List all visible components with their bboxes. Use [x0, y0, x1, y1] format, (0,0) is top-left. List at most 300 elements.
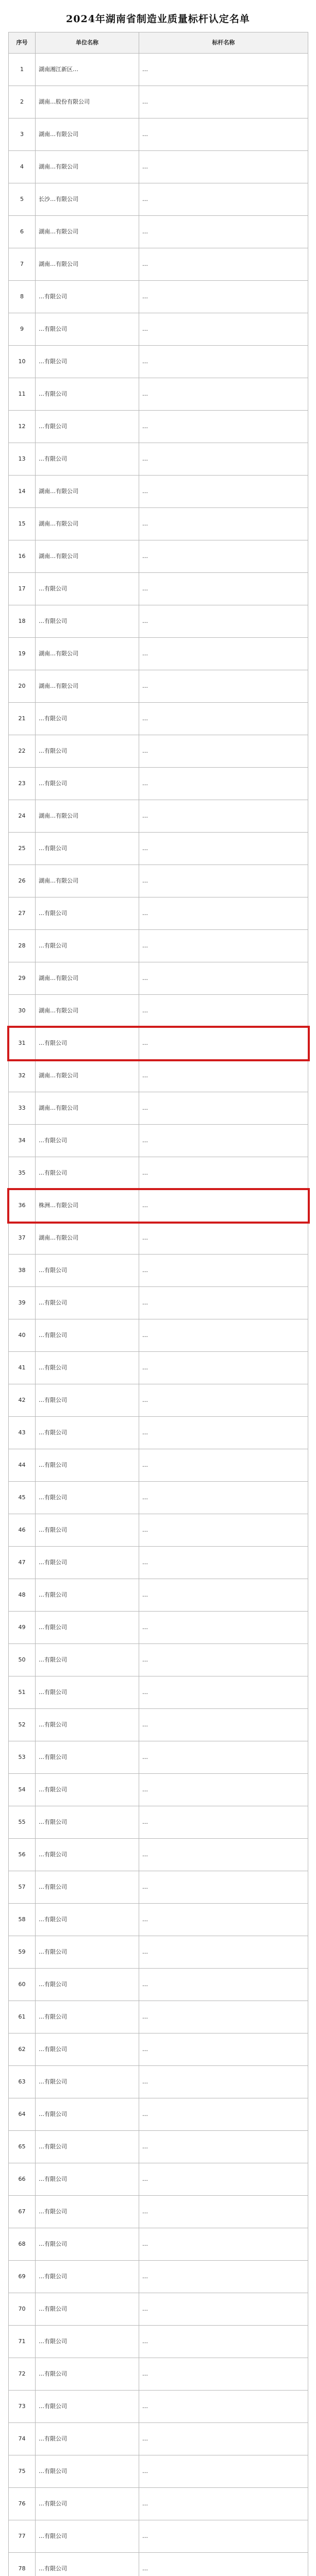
company-name-cell: …有限公司	[36, 443, 139, 476]
table-row	[9, 768, 308, 800]
row-number-cell: 60	[9, 1969, 36, 2001]
company-name-cell: …有限公司	[36, 1384, 139, 1417]
table-row	[9, 2163, 308, 2196]
row-number-cell: 72	[9, 2358, 36, 2391]
company-name-cell: …有限公司	[36, 2553, 139, 2576]
table-row	[9, 2098, 308, 2131]
table-row	[9, 2391, 308, 2423]
row-number-cell: 67	[9, 2196, 36, 2228]
row-number-cell: 32	[9, 1060, 36, 1092]
benchmark-name-cell: …	[139, 1904, 308, 1936]
company-name-cell: …有限公司	[36, 1709, 139, 1741]
row-number-cell: 23	[9, 768, 36, 800]
row-number-cell: 7	[9, 248, 36, 281]
table-row	[9, 1904, 308, 1936]
table-row	[9, 2261, 308, 2293]
row-number-cell: 66	[9, 2163, 36, 2196]
table-row	[9, 378, 308, 411]
table-row	[9, 1644, 308, 1676]
row-number-cell: 54	[9, 1774, 36, 1806]
table-row	[9, 2520, 308, 2553]
benchmark-name-cell: …	[139, 2196, 308, 2228]
benchmark-name-cell: …	[139, 2261, 308, 2293]
company-name-cell: …有限公司	[36, 897, 139, 930]
table-row	[9, 86, 308, 118]
row-number-cell: 14	[9, 476, 36, 508]
benchmark-name-cell: …	[139, 2553, 308, 2576]
table-row	[9, 2033, 308, 2066]
row-number-cell: 33	[9, 1092, 36, 1125]
benchmark-name-cell: …	[139, 1027, 308, 1060]
table-row	[9, 995, 308, 1027]
company-name-cell: …有限公司	[36, 1806, 139, 1839]
row-number-cell: 64	[9, 2098, 36, 2131]
table-row	[9, 833, 308, 865]
table-row	[9, 443, 308, 476]
row-number-cell: 30	[9, 995, 36, 1027]
row-number-cell: 58	[9, 1904, 36, 1936]
row-number-cell: 53	[9, 1741, 36, 1774]
row-number-cell: 1	[9, 54, 36, 86]
benchmark-name-cell: …	[139, 1417, 308, 1449]
row-number-cell: 5	[9, 183, 36, 216]
benchmark-name-cell: …	[139, 248, 308, 281]
table-row	[9, 1190, 308, 1222]
table-row	[9, 1352, 308, 1384]
company-name-cell: …有限公司	[36, 1352, 139, 1384]
header-num: 序号	[9, 32, 36, 54]
benchmark-name-cell: …	[139, 1222, 308, 1255]
row-number-cell: 3	[9, 118, 36, 151]
company-name-cell: …有限公司	[36, 2001, 139, 2033]
table-row	[9, 670, 308, 703]
row-number-cell: 15	[9, 508, 36, 540]
table-row	[9, 1027, 308, 1060]
company-name-cell: …有限公司	[36, 1027, 139, 1060]
row-number-cell: 19	[9, 638, 36, 670]
benchmark-name-cell: …	[139, 2520, 308, 2553]
benchmark-name-cell: …	[139, 1352, 308, 1384]
table-row	[9, 1676, 308, 1709]
benchmark-name-cell: …	[139, 1579, 308, 1612]
benchmark-name-cell: …	[139, 216, 308, 248]
row-number-cell: 35	[9, 1157, 36, 1190]
row-number-cell: 70	[9, 2293, 36, 2326]
table-row	[9, 1255, 308, 1287]
benchmark-name-cell: …	[139, 2423, 308, 2455]
benchmark-name-cell: …	[139, 2098, 308, 2131]
company-name-cell: 株洲…有限公司	[36, 1190, 139, 1222]
page-title: 2024年湖南省制造业质量标杆认定名单	[66, 13, 250, 25]
company-name-cell: 湖南…有限公司	[36, 1060, 139, 1092]
benchmark-name-cell: …	[139, 118, 308, 151]
company-name-cell: …有限公司	[36, 2228, 139, 2261]
table-row	[9, 54, 308, 86]
benchmark-name-cell: …	[139, 2066, 308, 2098]
company-name-cell: …有限公司	[36, 1676, 139, 1709]
company-name-cell: …有限公司	[36, 2488, 139, 2520]
benchmark-name-cell: …	[139, 638, 308, 670]
benchmark-name-cell: …	[139, 313, 308, 346]
benchmark-name-cell: …	[139, 378, 308, 411]
row-number-cell: 77	[9, 2520, 36, 2553]
row-number-cell: 75	[9, 2455, 36, 2488]
company-name-cell: …有限公司	[36, 346, 139, 378]
company-name-cell: …有限公司	[36, 1871, 139, 1904]
benchmark-name-cell: …	[139, 703, 308, 735]
table-row	[9, 1547, 308, 1579]
row-number-cell: 24	[9, 800, 36, 833]
table-row	[9, 735, 308, 768]
row-number-cell: 56	[9, 1839, 36, 1871]
table-row	[9, 508, 308, 540]
row-number-cell: 37	[9, 1222, 36, 1255]
row-number-cell: 42	[9, 1384, 36, 1417]
company-name-cell: …有限公司	[36, 2391, 139, 2423]
benchmark-name-cell: …	[139, 1449, 308, 1482]
benchmark-name-cell: …	[139, 2131, 308, 2163]
company-name-cell: …有限公司	[36, 378, 139, 411]
company-name-cell: 湖南…有限公司	[36, 638, 139, 670]
table-row	[9, 313, 308, 346]
benchmark-name-cell: …	[139, 1190, 308, 1222]
row-number-cell: 61	[9, 2001, 36, 2033]
row-number-cell: 26	[9, 865, 36, 897]
row-number-cell: 36	[9, 1190, 36, 1222]
table-row	[9, 2293, 308, 2326]
table-row	[9, 1287, 308, 1319]
row-number-cell: 74	[9, 2423, 36, 2455]
company-name-cell: …有限公司	[36, 1417, 139, 1449]
table-row	[9, 411, 308, 443]
table-row	[9, 2131, 308, 2163]
benchmark-name-cell: …	[139, 2001, 308, 2033]
table-row	[9, 2228, 308, 2261]
row-number-cell: 48	[9, 1579, 36, 1612]
row-number-cell: 29	[9, 962, 36, 995]
company-name-cell: …有限公司	[36, 1741, 139, 1774]
company-name-cell: …有限公司	[36, 1839, 139, 1871]
company-name-cell: …有限公司	[36, 1449, 139, 1482]
row-number-cell: 71	[9, 2326, 36, 2358]
company-name-cell: 湖南…有限公司	[36, 476, 139, 508]
company-name-cell: …有限公司	[36, 2293, 139, 2326]
company-name-cell: …有限公司	[36, 1319, 139, 1352]
row-number-cell: 28	[9, 930, 36, 962]
table-body	[9, 54, 308, 2576]
company-name-cell: 湖南…有限公司	[36, 1092, 139, 1125]
benchmark-name-cell: …	[139, 2293, 308, 2326]
row-number-cell: 18	[9, 605, 36, 638]
company-name-cell: …有限公司	[36, 1255, 139, 1287]
row-number-cell: 21	[9, 703, 36, 735]
table-row	[9, 2488, 308, 2520]
benchmark-name-cell: …	[139, 183, 308, 216]
company-name-cell: 湖南…有限公司	[36, 1222, 139, 1255]
company-name-cell: …有限公司	[36, 281, 139, 313]
benchmark-name-cell: …	[139, 411, 308, 443]
benchmark-name-cell: …	[139, 1969, 308, 2001]
benchmark-name-cell: …	[139, 1125, 308, 1157]
company-name-cell: 湖南…有限公司	[36, 540, 139, 573]
row-number-cell: 51	[9, 1676, 36, 1709]
benchmark-name-cell: …	[139, 865, 308, 897]
benchmark-name-cell: …	[139, 1774, 308, 1806]
benchmark-name-cell: …	[139, 2163, 308, 2196]
table-row	[9, 540, 308, 573]
row-number-cell: 55	[9, 1806, 36, 1839]
row-number-cell: 20	[9, 670, 36, 703]
company-name-cell: 湖南…股份有限公司	[36, 86, 139, 118]
row-number-cell: 78	[9, 2553, 36, 2576]
benchmark-name-cell: …	[139, 1741, 308, 1774]
company-name-cell: …有限公司	[36, 2326, 139, 2358]
row-number-cell: 34	[9, 1125, 36, 1157]
row-number-cell: 4	[9, 151, 36, 183]
company-name-cell: …有限公司	[36, 573, 139, 605]
benchmark-name-cell: …	[139, 1676, 308, 1709]
benchmark-name-cell: …	[139, 962, 308, 995]
benchmark-name-cell: …	[139, 2033, 308, 2066]
row-number-cell: 22	[9, 735, 36, 768]
row-number-cell: 46	[9, 1514, 36, 1547]
table-row	[9, 2358, 308, 2391]
benchmark-name-cell: …	[139, 1839, 308, 1871]
table-row	[9, 605, 308, 638]
company-name-cell: …有限公司	[36, 2520, 139, 2553]
row-number-cell: 52	[9, 1709, 36, 1741]
benchmark-name-cell: …	[139, 2455, 308, 2488]
table-row	[9, 2423, 308, 2455]
company-name-cell: 湖南…有限公司	[36, 118, 139, 151]
benchmark-name-cell: …	[139, 2326, 308, 2358]
benchmark-name-cell: …	[139, 1060, 308, 1092]
benchmark-name-cell: …	[139, 2228, 308, 2261]
row-number-cell: 9	[9, 313, 36, 346]
benchmark-name-cell: …	[139, 735, 308, 768]
table-row	[9, 1741, 308, 1774]
header-item: 标杆名称	[139, 32, 308, 54]
benchmark-name-cell: …	[139, 2488, 308, 2520]
company-name-cell: …有限公司	[36, 2163, 139, 2196]
row-number-cell: 76	[9, 2488, 36, 2520]
row-number-cell: 31	[9, 1027, 36, 1060]
company-name-cell: …有限公司	[36, 2358, 139, 2391]
row-number-cell: 11	[9, 378, 36, 411]
company-name-cell: 湖南…有限公司	[36, 670, 139, 703]
company-name-cell: …有限公司	[36, 1547, 139, 1579]
benchmark-name-cell: …	[139, 1319, 308, 1352]
company-name-cell: 湖南…有限公司	[36, 865, 139, 897]
benchmark-name-cell: …	[139, 281, 308, 313]
row-number-cell: 8	[9, 281, 36, 313]
company-name-cell: 湖南…有限公司	[36, 216, 139, 248]
benchmark-name-cell: …	[139, 800, 308, 833]
company-name-cell: 湖南…有限公司	[36, 248, 139, 281]
row-number-cell: 62	[9, 2033, 36, 2066]
company-name-cell: 湖南湘江新区…	[36, 54, 139, 86]
benchmark-name-cell: …	[139, 346, 308, 378]
row-number-cell: 73	[9, 2391, 36, 2423]
table-row	[9, 216, 308, 248]
benchmark-name-cell: …	[139, 1871, 308, 1904]
table-row	[9, 1579, 308, 1612]
table-row	[9, 346, 308, 378]
table-row	[9, 1839, 308, 1871]
benchmark-name-cell: …	[139, 151, 308, 183]
table-row	[9, 2553, 308, 2576]
table-row	[9, 118, 308, 151]
row-number-cell: 6	[9, 216, 36, 248]
benchmark-name-cell: …	[139, 1157, 308, 1190]
company-name-cell: …有限公司	[36, 1125, 139, 1157]
benchmark-name-cell: …	[139, 476, 308, 508]
company-name-cell: …有限公司	[36, 735, 139, 768]
company-name-cell: 湖南…有限公司	[36, 800, 139, 833]
row-number-cell: 44	[9, 1449, 36, 1482]
row-number-cell: 65	[9, 2131, 36, 2163]
table-row	[9, 897, 308, 930]
company-name-cell: …有限公司	[36, 2131, 139, 2163]
row-number-cell: 40	[9, 1319, 36, 1352]
benchmark-name-cell: …	[139, 1287, 308, 1319]
row-number-cell: 63	[9, 2066, 36, 2098]
table-row	[9, 930, 308, 962]
company-name-cell: …有限公司	[36, 1482, 139, 1514]
company-name-cell: …有限公司	[36, 2423, 139, 2455]
row-number-cell: 47	[9, 1547, 36, 1579]
row-number-cell: 43	[9, 1417, 36, 1449]
table-row	[9, 1709, 308, 1741]
company-name-cell: …有限公司	[36, 1969, 139, 2001]
table-row	[9, 1060, 308, 1092]
table-row	[9, 1092, 308, 1125]
table-row	[9, 1612, 308, 1644]
benchmark-name-cell: …	[139, 833, 308, 865]
benchmark-name-cell: …	[139, 86, 308, 118]
company-name-cell: …有限公司	[36, 2196, 139, 2228]
table-row	[9, 1871, 308, 1904]
company-name-cell: 长沙…有限公司	[36, 183, 139, 216]
benchmark-name-cell: …	[139, 670, 308, 703]
company-name-cell: …有限公司	[36, 1774, 139, 1806]
benchmark-name-cell: …	[139, 2358, 308, 2391]
benchmark-name-cell: …	[139, 54, 308, 86]
row-number-cell: 49	[9, 1612, 36, 1644]
company-name-cell: …有限公司	[36, 1612, 139, 1644]
table-row	[9, 1806, 308, 1839]
table-row	[9, 1969, 308, 2001]
company-name-cell: …有限公司	[36, 2455, 139, 2488]
company-name-cell: …有限公司	[36, 1157, 139, 1190]
table-row	[9, 800, 308, 833]
benchmark-name-cell: …	[139, 1092, 308, 1125]
company-name-cell: 湖南…有限公司	[36, 962, 139, 995]
row-number-cell: 41	[9, 1352, 36, 1384]
company-name-cell: …有限公司	[36, 2261, 139, 2293]
company-name-cell: …有限公司	[36, 2066, 139, 2098]
row-number-cell: 69	[9, 2261, 36, 2293]
row-number-cell: 45	[9, 1482, 36, 1514]
benchmark-name-cell: …	[139, 1806, 308, 1839]
company-name-cell: …有限公司	[36, 1287, 139, 1319]
table-row	[9, 151, 308, 183]
benchmark-table	[8, 32, 308, 2576]
row-number-cell: 59	[9, 1936, 36, 1969]
company-name-cell: …有限公司	[36, 2098, 139, 2131]
row-number-cell: 17	[9, 573, 36, 605]
table-row	[9, 2326, 308, 2358]
benchmark-name-cell: …	[139, 897, 308, 930]
company-name-cell: 湖南…有限公司	[36, 508, 139, 540]
row-number-cell: 25	[9, 833, 36, 865]
benchmark-name-cell: …	[139, 1514, 308, 1547]
company-name-cell: …有限公司	[36, 1936, 139, 1969]
row-number-cell: 68	[9, 2228, 36, 2261]
company-name-cell: …有限公司	[36, 1514, 139, 1547]
table-container	[8, 32, 308, 2576]
table-row	[9, 183, 308, 216]
company-name-cell: …有限公司	[36, 313, 139, 346]
table-row	[9, 1417, 308, 1449]
row-number-cell: 39	[9, 1287, 36, 1319]
table-row	[9, 865, 308, 897]
company-name-cell: …有限公司	[36, 930, 139, 962]
row-number-cell: 12	[9, 411, 36, 443]
row-number-cell: 13	[9, 443, 36, 476]
row-number-cell: 50	[9, 1644, 36, 1676]
row-number-cell: 10	[9, 346, 36, 378]
benchmark-name-cell: …	[139, 1709, 308, 1741]
benchmark-name-cell: …	[139, 540, 308, 573]
table-row	[9, 281, 308, 313]
table-row	[9, 476, 308, 508]
company-name-cell: …有限公司	[36, 703, 139, 735]
header-company: 单位名称	[36, 32, 139, 54]
table-row	[9, 1384, 308, 1417]
table-row	[9, 962, 308, 995]
row-number-cell: 16	[9, 540, 36, 573]
benchmark-name-cell: …	[139, 1644, 308, 1676]
company-name-cell: …有限公司	[36, 1904, 139, 1936]
company-name-cell: …有限公司	[36, 1644, 139, 1676]
table-header-row	[9, 32, 308, 54]
table-row	[9, 1936, 308, 1969]
benchmark-name-cell: …	[139, 1936, 308, 1969]
benchmark-name-cell: …	[139, 1482, 308, 1514]
table-row	[9, 2001, 308, 2033]
company-name-cell: 湖南…有限公司	[36, 151, 139, 183]
company-name-cell: 湖南…有限公司	[36, 995, 139, 1027]
row-number-cell: 27	[9, 897, 36, 930]
benchmark-name-cell: …	[139, 508, 308, 540]
benchmark-name-cell: …	[139, 930, 308, 962]
table-row	[9, 2455, 308, 2488]
benchmark-name-cell: …	[139, 1255, 308, 1287]
table-row	[9, 573, 308, 605]
company-name-cell: …有限公司	[36, 2033, 139, 2066]
table-row	[9, 1449, 308, 1482]
benchmark-name-cell: …	[139, 1547, 308, 1579]
company-name-cell: …有限公司	[36, 605, 139, 638]
benchmark-name-cell: …	[139, 1612, 308, 1644]
table-row	[9, 248, 308, 281]
company-name-cell: …有限公司	[36, 1579, 139, 1612]
row-number-cell: 2	[9, 86, 36, 118]
benchmark-name-cell: …	[139, 768, 308, 800]
table-row	[9, 1319, 308, 1352]
row-number-cell: 57	[9, 1871, 36, 1904]
